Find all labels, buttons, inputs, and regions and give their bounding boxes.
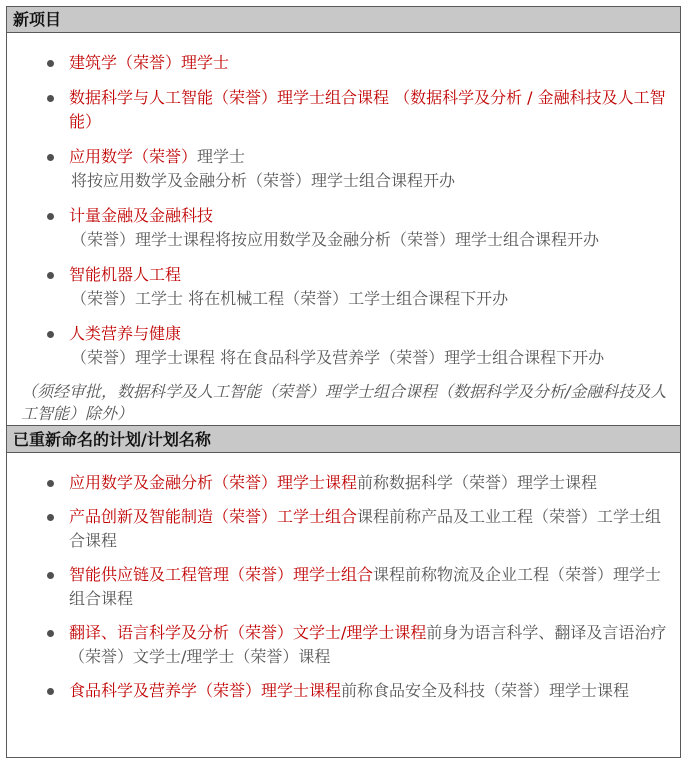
list-item [7,679,680,703]
bullet-icon [47,60,54,67]
list-item [7,263,680,311]
former-name: 课程前称产品及工业工程（荣誉）工学士组合课程 [69,507,662,550]
list-item [7,204,680,252]
bullet-icon [47,630,54,637]
list-item [7,145,680,193]
programme-name: 人类营养与健康 [69,324,182,343]
renamed-programmes-list [7,453,680,703]
new-programme-name: 食品科学及营养学（荣誉）理学士课程 [69,681,342,700]
new-programme-name: 产品创新及智能制造（荣誉）工学士组合 [69,507,358,526]
new-programme-name: 智能供应链及工程管理（荣誉）理学士组合 [69,565,374,584]
section-header-new: 新项目 [7,7,680,33]
programme-name: 智能机器人工程 [69,265,182,284]
list-item [7,86,680,134]
programme-name: 应用数学（荣誉） [69,147,198,166]
programme-name: 数据科学与人工智能（荣誉）理学士组合课程 （数据科学及分析 / 金融科技及人工智能） [69,88,666,131]
programme-note: （荣誉）工学士 将在机械工程（荣誉）工学士组合课程下开办 [71,289,509,308]
list-item [7,563,680,611]
programme-name: 计量金融及金融科技 [69,206,214,225]
programme-note: 将按应用数学及金融分析（荣誉）理学士组合课程开办 [71,171,456,190]
bullet-icon [47,514,54,521]
list-item [7,471,680,495]
section-header-renamed: 已重新命名的计划/计划名称 [7,425,680,453]
bullet-icon [47,154,54,161]
list-item [7,621,680,669]
former-name: 前称食品安全及科技（荣誉）理学士课程 [341,681,630,700]
programme-name-tail: 理学士 [197,147,246,166]
bullet-icon [47,272,54,279]
bullet-icon [47,213,54,220]
bullet-icon [47,95,54,102]
bullet-icon [47,480,54,487]
bullet-icon [47,572,54,579]
former-name: 课程前称物流及企业工程（荣誉）理学士组合课程 [69,565,662,608]
list-item [7,51,680,75]
programme-table [6,6,681,758]
new-programme-name: 翻译、语言科学及分析（荣誉）文学士/理学士课程 [69,623,427,642]
bullet-icon [47,688,54,695]
new-programmes-list [7,33,680,370]
bullet-icon [47,331,54,338]
approval-note: （须经审批，数据科学及人工智能（荣誉）理学士组合课程（数据科学及分析/金融科技及人工智能）除外） [21,382,667,423]
list-item [7,322,680,370]
programme-name: 建筑学（荣誉）理学士 [69,53,230,72]
programme-note: （荣誉）理学士课程将按应用数学及金融分析（荣誉）理学士组合课程开办 [71,230,600,249]
new-programme-name: 应用数学及金融分析（荣誉）理学士课程 [69,473,358,492]
former-name: 前称数据科学（荣誉）理学士课程 [357,473,598,492]
former-name: 前身为语言科学、翻译及言语治疗（荣誉）文学士/理学士（荣誉）课程 [69,623,667,666]
programme-note: （荣誉）理学士课程 将在食品科学及营养学（荣誉）理学士组合课程下开办 [71,348,605,367]
list-item [7,505,680,553]
